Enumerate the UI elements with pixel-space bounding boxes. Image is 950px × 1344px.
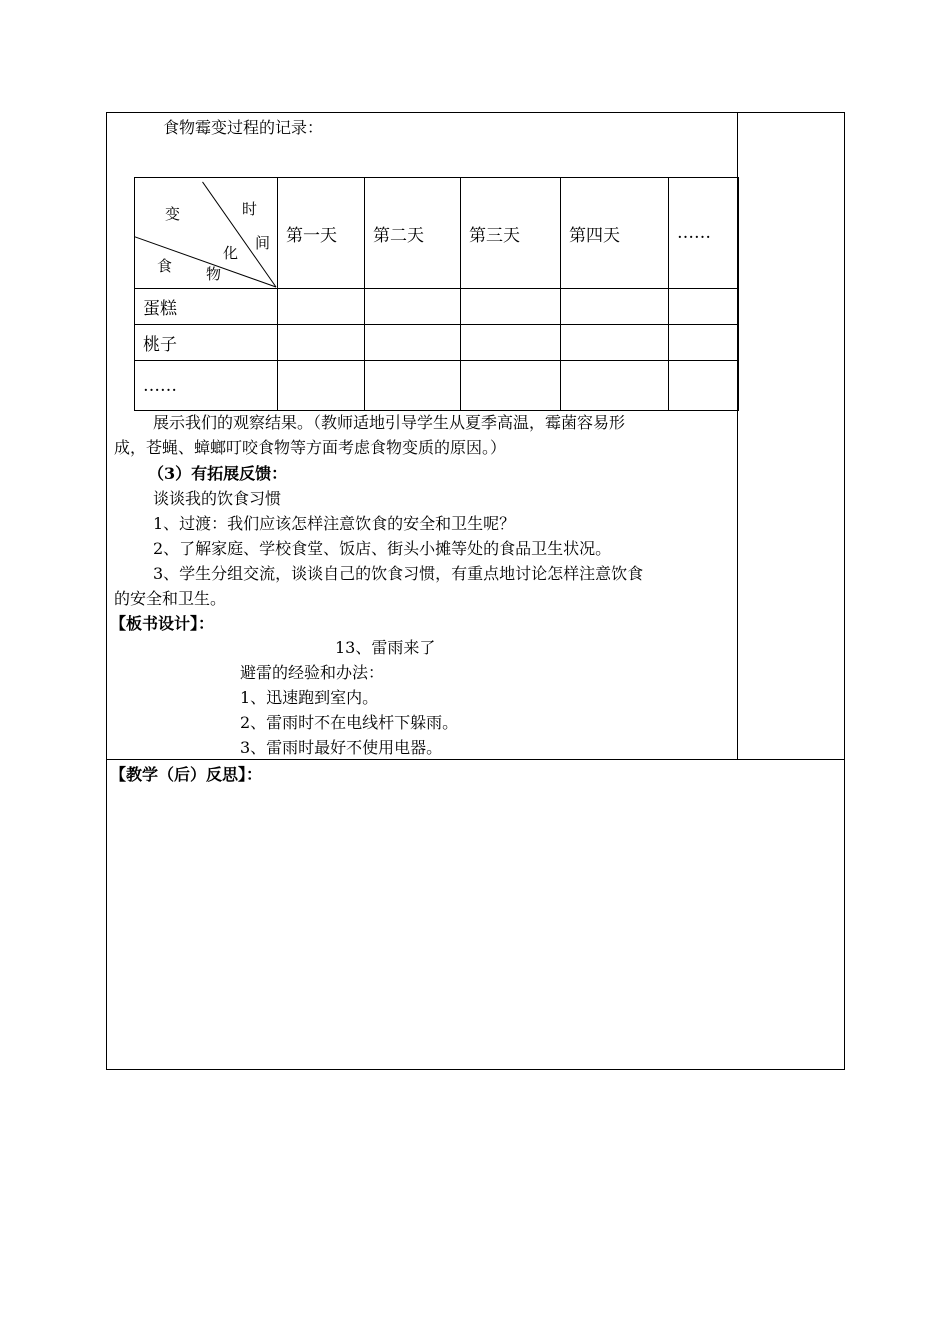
- reflection-title: 【教学（后）反思】：: [110, 765, 263, 784]
- corner-label-jian: 间: [255, 234, 271, 252]
- item-2: 2、了解家庭、学校食堂、饭店、街头小摊等处的食品卫生状况。: [153, 539, 612, 558]
- board-item: 1、迅速跑到室内。: [240, 688, 379, 707]
- corner-label-bian: 变: [165, 205, 181, 223]
- column-header: 第三天: [461, 178, 561, 289]
- observation-text-line2: 成，苍蝇、蟑螂叮咬食物等方面考虑食物变质的原因。）: [114, 438, 507, 457]
- diagonal-header-cell: [135, 178, 278, 289]
- table-cell: [669, 325, 739, 361]
- record-title: 食物霉变过程的记录：: [163, 118, 324, 137]
- reflection-divider: [106, 759, 845, 760]
- item-3-line1: 3、学生分组交流，谈谈自己的饮食习惯，有重点地讨论怎样注意饮食: [153, 564, 644, 583]
- table-cell: [561, 289, 669, 325]
- corner-label-shi-food: 食: [157, 257, 173, 275]
- board-heading: 13、雷雨来了: [335, 638, 436, 657]
- item-3-line2: 的安全和卫生。: [114, 589, 227, 608]
- table-cell: [461, 325, 561, 361]
- corner-label-wu: 物: [206, 265, 222, 283]
- column-header: 第一天: [278, 178, 365, 289]
- mold-record-table: [134, 177, 739, 411]
- column-header: 第四天: [561, 178, 669, 289]
- table-cell: [561, 361, 669, 411]
- row-label: ……: [135, 361, 278, 411]
- section-3-title: （3）有拓展反馈：: [148, 464, 288, 483]
- table-row: [135, 361, 739, 411]
- table-cell: [278, 361, 365, 411]
- table-cell: [365, 289, 461, 325]
- table-cell: [278, 289, 365, 325]
- board-subtitle: 避雷的经验和办法：: [240, 663, 385, 682]
- board-item: 2、雷雨时不在电线杆下躲雨。: [240, 713, 459, 732]
- row-label: 蛋糕: [135, 289, 278, 325]
- table-cell: [365, 325, 461, 361]
- corner-label-hua: 化: [223, 244, 239, 262]
- item-1: 1、过渡：我们应该怎样注意饮食的安全和卫生呢？: [153, 514, 516, 533]
- column-header: 第二天: [365, 178, 461, 289]
- table-row: [135, 325, 739, 361]
- table-cell: [461, 361, 561, 411]
- corner-label-shi: 时: [242, 200, 258, 218]
- column-header: ……: [669, 178, 739, 289]
- row-label: 桃子: [135, 325, 278, 361]
- table-cell: [561, 325, 669, 361]
- table-cell: [669, 289, 739, 325]
- observation-text-line1: 展示我们的观察结果。（教师适地引导学生从夏季高温，霉菌容易形: [153, 413, 626, 432]
- table-cell: [365, 361, 461, 411]
- board-item: 3、雷雨时最好不使用电器。: [240, 738, 443, 757]
- table-cell: [669, 361, 739, 411]
- table-header-row: [135, 178, 739, 289]
- table-cell: [461, 289, 561, 325]
- table-cell: [278, 325, 365, 361]
- board-design-title: 【板书设计】：: [110, 614, 215, 633]
- habit-title: 谈谈我的饮食习惯: [153, 489, 282, 508]
- table-row: [135, 289, 739, 325]
